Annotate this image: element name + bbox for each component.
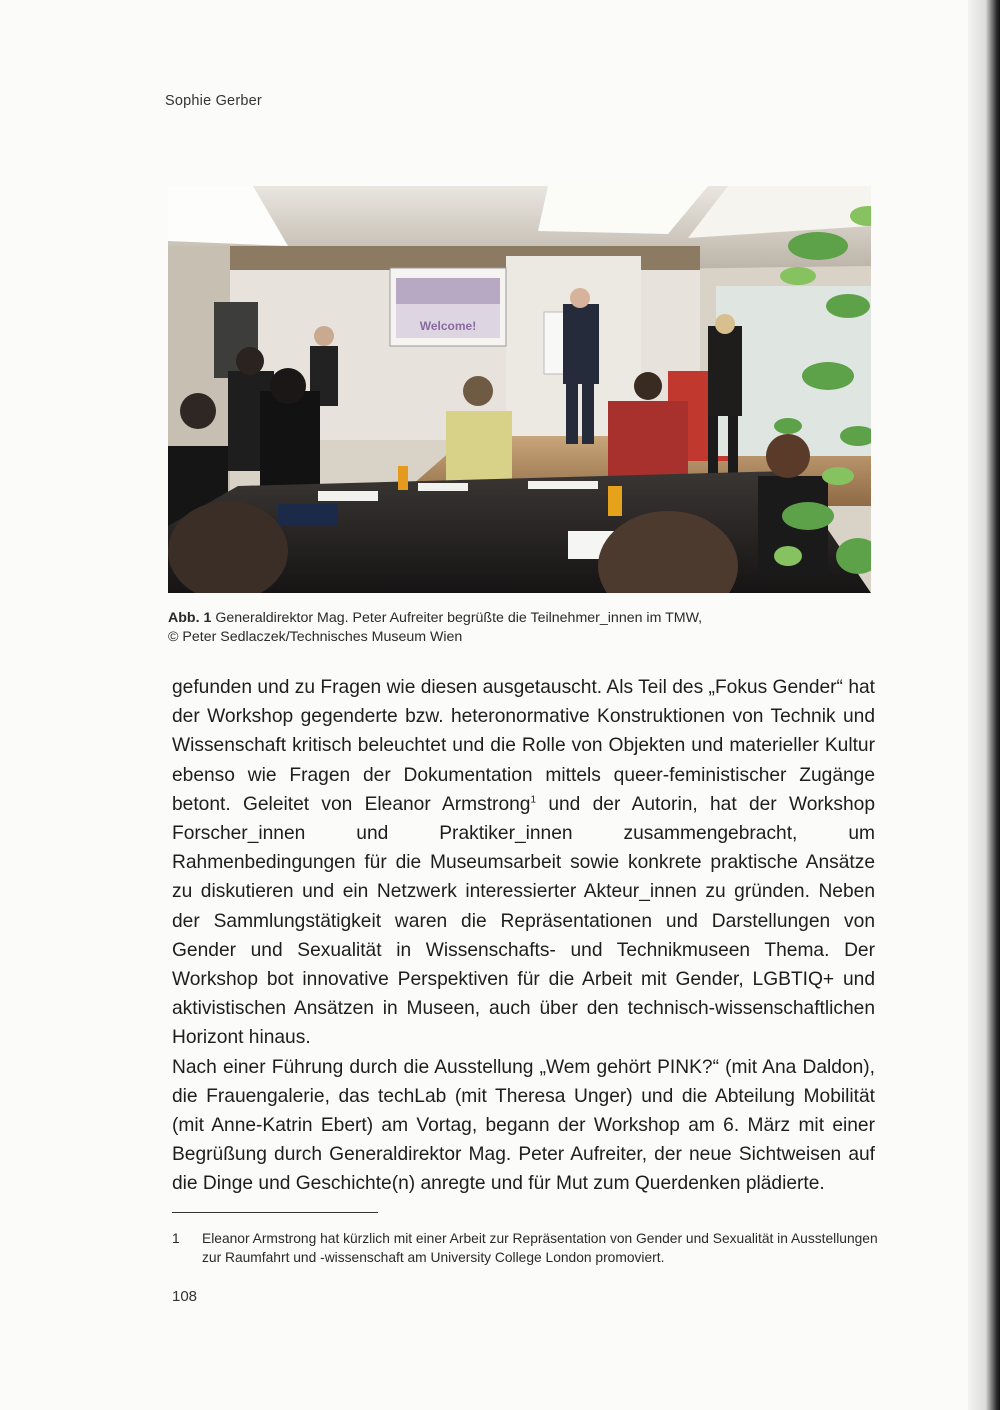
figure-label: Abb. 1: [168, 610, 212, 626]
running-head: Sophie Gerber: [165, 93, 262, 109]
caption-line-1: [168, 609, 868, 628]
paragraph-1-text-a: gefunden und zu Fragen wie diesen ausgetauscht. Als Teil des „Fokus Gender“ hat der Workshop gegenderte bzw. heteronormative Konstruktionen von Technik und Wissenschaft kritisch beleuchtet und die Rolle von Objekten und materieller Kultur ebenso wie Fragen der Dokumentation mittels queer-feministischer Zugänge betont. Geleitet von Eleanor Armstrong: [172, 677, 875, 815]
footnote-text: Eleanor Armstrong hat kürzlich mit einer Arbeit zur Repräsentation von Gender und Sexualität in Ausstellungen zur Raumfahrt und -wissenschaft am University College London promoviert.: [202, 1231, 878, 1265]
figure-caption: [168, 609, 868, 647]
page-edge-shadow: [968, 0, 1000, 1410]
paragraph-1-text-b: und der Autorin, hat der Workshop Forscher_innen und Praktiker_innen zusammengebracht, um Rahmenbedingungen für die Museumsarbeit sowie konkrete praktische Ansätze zu diskutieren und ein Netzwerk interessierter Akteur_innen zu gründen. Neben der Sammlungstätigkeit waren die Repräsentationen und Darstellungen von Gender und Sexualität in Wissenschafts- und Technikmuseen Thema. Der Workshop bot innovative Perspektiven für die Arbeit mit Gender, LGBTIQ+ und aktivistischen Ansätzen in Museen, auch über den technisch-wissenschaftlichen Horizont hinaus.: [172, 793, 875, 1049]
footnote: [172, 1229, 878, 1267]
caption-line-2: © Peter Sedlaczek/Technisches Museum Wien: [168, 629, 463, 645]
paragraph-1: [172, 673, 875, 1053]
projector-screen-text: Welcome!: [419, 319, 477, 333]
body-text: [172, 673, 875, 1199]
paragraph-2: Nach einer Führung durch die Ausstellung „Wem gehört PINK?“ (mit Ana Daldon), die Frauengalerie, das techLab (mit Theresa Unger) und die Abteilung Mobilität (mit Anne-Katrin Ebert) am Vortag, begann der Workshop am 6. März mit einer Begrüßung durch Generaldirektor Mag. Peter Aufreiter, der neue Sichtweisen auf die Dinge und Geschichte(n) anregte und für Mut zum Querdenken plädierte.: [172, 1056, 875, 1195]
workshop-photo: [168, 186, 871, 593]
footnote-reference[interactable]: 1: [530, 794, 537, 806]
footnote-rule: [172, 1212, 378, 1213]
footnote-number: 1: [172, 1231, 180, 1246]
caption-text-1: Generaldirektor Mag. Peter Aufreiter begrüßte die Teilnehmer_innen im TMW,: [215, 610, 703, 626]
page-number: 108: [172, 1288, 198, 1305]
